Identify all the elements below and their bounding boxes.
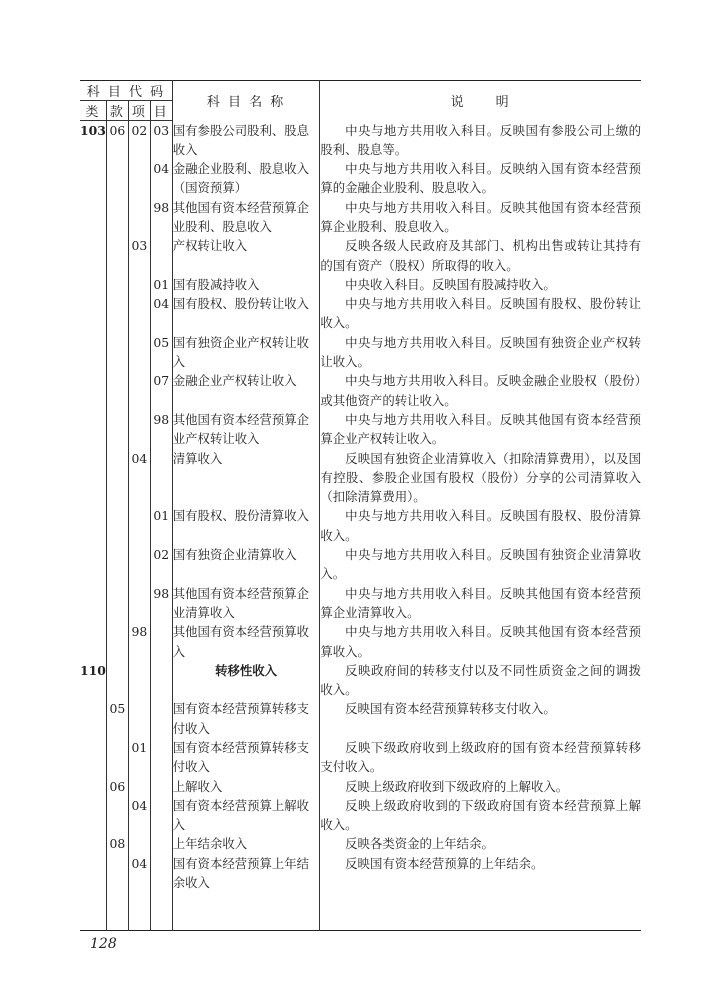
- code-xiang: [128, 661, 150, 700]
- code-kuan: 06: [106, 121, 128, 160]
- code-kuan: [106, 410, 128, 449]
- table-row: [80, 661, 641, 700]
- code-mu: [150, 449, 172, 507]
- code-kuan: [106, 159, 128, 198]
- subject-description: 中央与地方共用收入科目。反映其他国有资本经营预算收入。: [320, 622, 641, 661]
- code-mu: 98: [150, 198, 172, 237]
- code-kuan: 06: [106, 777, 128, 796]
- code-xiang: [128, 410, 150, 449]
- subject-name: 其他国有资本经营预算企业清算收入: [172, 584, 320, 623]
- code-mu: [150, 834, 172, 853]
- code-kuan: [106, 661, 128, 700]
- code-lei: [80, 738, 106, 777]
- spacer-cell: [80, 892, 106, 931]
- code-mu: 01: [150, 275, 172, 294]
- spacer-cell: [172, 892, 320, 931]
- subject-description: 反映国有资本经营预算的上年结余。: [320, 854, 641, 893]
- subject-description: 中央与地方共用收入科目。反映其他国有资本经营预算企业清算收入。: [320, 584, 641, 623]
- subject-name: 国有资本经营预算转移支付收入: [172, 738, 320, 777]
- code-xiang: 02: [128, 121, 150, 160]
- table-row: [80, 506, 641, 545]
- code-lei: [80, 236, 106, 275]
- table-row: [80, 738, 641, 777]
- code-mu: 98: [150, 584, 172, 623]
- code-xiang: [128, 777, 150, 796]
- table-row: [80, 699, 641, 738]
- code-mu: 04: [150, 294, 172, 333]
- subject-name: 国有股权、股份转让收入: [172, 294, 320, 333]
- table-row: [80, 584, 641, 623]
- code-mu: 07: [150, 371, 172, 410]
- budget-subject-table: [80, 80, 641, 931]
- subject-description: 反映各级人民政府及其部门、机构出售或转让其持有的国有资产（股权）所取得的收入。: [320, 236, 641, 275]
- code-xiang: [128, 371, 150, 410]
- subject-description: 反映国有独资企业清算收入（扣除清算费用），以及国有控股、参股企业国有股权（股份）分享的公司清算收入（扣除清算费用）。: [320, 449, 641, 507]
- subject-name: 国有股权、股份清算收入: [172, 506, 320, 545]
- code-lei: [80, 371, 106, 410]
- table-row: [80, 198, 641, 237]
- code-lei: [80, 545, 106, 584]
- code-mu: [150, 738, 172, 777]
- code-kuan: [106, 506, 128, 545]
- code-lei: [80, 854, 106, 893]
- code-kuan: [106, 371, 128, 410]
- header-kuan: 款: [106, 101, 128, 121]
- subject-name: 上解收入: [172, 777, 320, 796]
- code-xiang: 03: [128, 236, 150, 275]
- code-kuan: [106, 622, 128, 661]
- spacer-cell: [150, 892, 172, 931]
- table-row: [80, 236, 641, 275]
- spacer-cell: [320, 892, 641, 931]
- subject-description: 中央收入科目。反映国有股减持收入。: [320, 275, 641, 294]
- table-row: [80, 449, 641, 507]
- spacer-cell: [106, 892, 128, 931]
- table-row: [80, 121, 641, 160]
- code-lei: [80, 777, 106, 796]
- subject-name: 国有股减持收入: [172, 275, 320, 294]
- code-lei: [80, 449, 106, 507]
- code-xiang: [128, 198, 150, 237]
- code-xiang: 01: [128, 738, 150, 777]
- code-mu: [150, 236, 172, 275]
- code-lei: [80, 584, 106, 623]
- code-xiang: [128, 159, 150, 198]
- code-xiang: [128, 506, 150, 545]
- table-row: [80, 622, 641, 661]
- code-kuan: [106, 236, 128, 275]
- header-lei: 类: [80, 101, 106, 121]
- code-kuan: [106, 584, 128, 623]
- subject-description: 中央与地方共用收入科目。反映金融企业股权（股份）或其他资产的转让收入。: [320, 371, 641, 410]
- code-kuan: [106, 738, 128, 777]
- code-mu: 02: [150, 545, 172, 584]
- code-lei: [80, 699, 106, 738]
- code-lei: [80, 294, 106, 333]
- code-xiang: [128, 584, 150, 623]
- subject-description: 中央与地方共用收入科目。反映国有独资企业清算收入。: [320, 545, 641, 584]
- subject-description: 反映上级政府收到的下级政府国有资本经营预算上解收入。: [320, 796, 641, 835]
- code-xiang: 04: [128, 854, 150, 893]
- code-kuan: [106, 294, 128, 333]
- code-mu: [150, 699, 172, 738]
- subject-name: 其他国有资本经营预算企业产权转让收入: [172, 410, 320, 449]
- code-xiang: [128, 294, 150, 333]
- subject-name: 其他国有资本经营预算企业股利、股息收入: [172, 198, 320, 237]
- subject-description: 反映上级政府收到下级政府的上解收入。: [320, 777, 641, 796]
- table-spacer-row: [80, 892, 641, 931]
- subject-name: 其他国有资本经营预算收入: [172, 622, 320, 661]
- code-xiang: 04: [128, 449, 150, 507]
- code-mu: 98: [150, 410, 172, 449]
- code-lei: [80, 333, 106, 372]
- code-kuan: [106, 796, 128, 835]
- code-kuan: [106, 333, 128, 372]
- code-lei: [80, 796, 106, 835]
- code-mu: [150, 661, 172, 700]
- code-mu: [150, 777, 172, 796]
- code-kuan: [106, 854, 128, 893]
- page-number: 128: [90, 936, 117, 952]
- subject-description: 中央与地方共用收入科目。反映纳入国有资本经营预算的金融企业股利、股息收入。: [320, 159, 641, 198]
- subject-description: 中央与地方共用收入科目。反映国有股权、股份清算收入。: [320, 506, 641, 545]
- table-row: [80, 275, 641, 294]
- code-mu: 04: [150, 159, 172, 198]
- subject-description: 中央与地方共用收入科目。反映其他国有资本经营预算企业股利、股息收入。: [320, 198, 641, 237]
- header-code-group: 科 目 代 码: [86, 85, 166, 100]
- table-row: [80, 545, 641, 584]
- subject-name: 国有资本经营预算上年结余收入: [172, 854, 320, 893]
- table-row: [80, 410, 641, 449]
- code-lei: [80, 506, 106, 545]
- subject-name: 国有独资企业清算收入: [172, 545, 320, 584]
- header-description: 说 明: [320, 81, 641, 121]
- code-lei: 110: [80, 662, 106, 678]
- subject-name: 产权转让收入: [172, 236, 320, 275]
- table-row: [80, 834, 641, 853]
- code-kuan: [106, 275, 128, 294]
- subject-name: 金融企业产权转让收入: [172, 371, 320, 410]
- code-mu: [150, 854, 172, 893]
- table-row: [80, 371, 641, 410]
- code-kuan: [106, 545, 128, 584]
- code-kuan: 05: [106, 699, 128, 738]
- table-row: [80, 333, 641, 372]
- table-row: [80, 777, 641, 796]
- subject-description: 中央与地方共用收入科目。反映国有独资企业产权转让收入。: [320, 333, 641, 372]
- code-mu: [150, 622, 172, 661]
- code-lei: [80, 622, 106, 661]
- subject-name: 清算收入: [172, 449, 320, 507]
- code-xiang: [128, 699, 150, 738]
- code-mu: 01: [150, 506, 172, 545]
- subject-name: 金融企业股利、股息收入（国资预算）: [172, 159, 320, 198]
- subject-description: 中央与地方共用收入科目。反映国有股权、股份转让收入。: [320, 294, 641, 333]
- code-xiang: [128, 834, 150, 853]
- table-row: [80, 854, 641, 893]
- code-xiang: 98: [128, 622, 150, 661]
- subject-name: 国有参股公司股利、股息收入: [172, 121, 320, 160]
- code-xiang: [128, 333, 150, 372]
- code-lei: [80, 275, 106, 294]
- table-row: [80, 159, 641, 198]
- subject-description: 反映下级政府收到上级政府的国有资本经营预算转移支付收入。: [320, 738, 641, 777]
- subject-name: 转移性收入: [172, 661, 320, 700]
- code-xiang: [128, 275, 150, 294]
- header-mu: 目: [150, 101, 172, 121]
- code-lei: [80, 159, 106, 198]
- code-xiang: 04: [128, 796, 150, 835]
- code-lei: 103: [80, 123, 106, 138]
- code-mu: 05: [150, 333, 172, 372]
- header-subject-name: 科 目 名 称: [172, 81, 320, 121]
- subject-description: 中央与地方共用收入科目。反映其他国有资本经营预算企业产权转让收入。: [320, 410, 641, 449]
- subject-description: 反映国有资本经营预算转移支付收入。: [320, 699, 641, 738]
- subject-description: 反映各类资金的上年结余。: [320, 834, 641, 853]
- code-lei: [80, 834, 106, 853]
- subject-name: 国有资本经营预算上解收入: [172, 796, 320, 835]
- table-row: [80, 796, 641, 835]
- code-mu: 03: [150, 121, 172, 160]
- subject-name: 国有独资企业产权转让收入: [172, 333, 320, 372]
- table-body: [80, 121, 641, 931]
- code-kuan: [106, 449, 128, 507]
- code-mu: [150, 796, 172, 835]
- code-kuan: [106, 198, 128, 237]
- header-xiang: 项: [128, 101, 150, 121]
- subject-name: 国有资本经营预算转移支付收入: [172, 699, 320, 738]
- table-row: [80, 294, 641, 333]
- code-lei: [80, 410, 106, 449]
- spacer-cell: [128, 892, 150, 931]
- subject-description: 反映政府间的转移支付以及不同性质资金之间的调拨收入。: [320, 661, 641, 700]
- code-xiang: [128, 545, 150, 584]
- code-kuan: 08: [106, 834, 128, 853]
- subject-description: 中央与地方共用收入科目。反映国有参股公司上缴的股利、股息等。: [320, 121, 641, 160]
- subject-name: 上年结余收入: [172, 834, 320, 853]
- code-lei: [80, 198, 106, 237]
